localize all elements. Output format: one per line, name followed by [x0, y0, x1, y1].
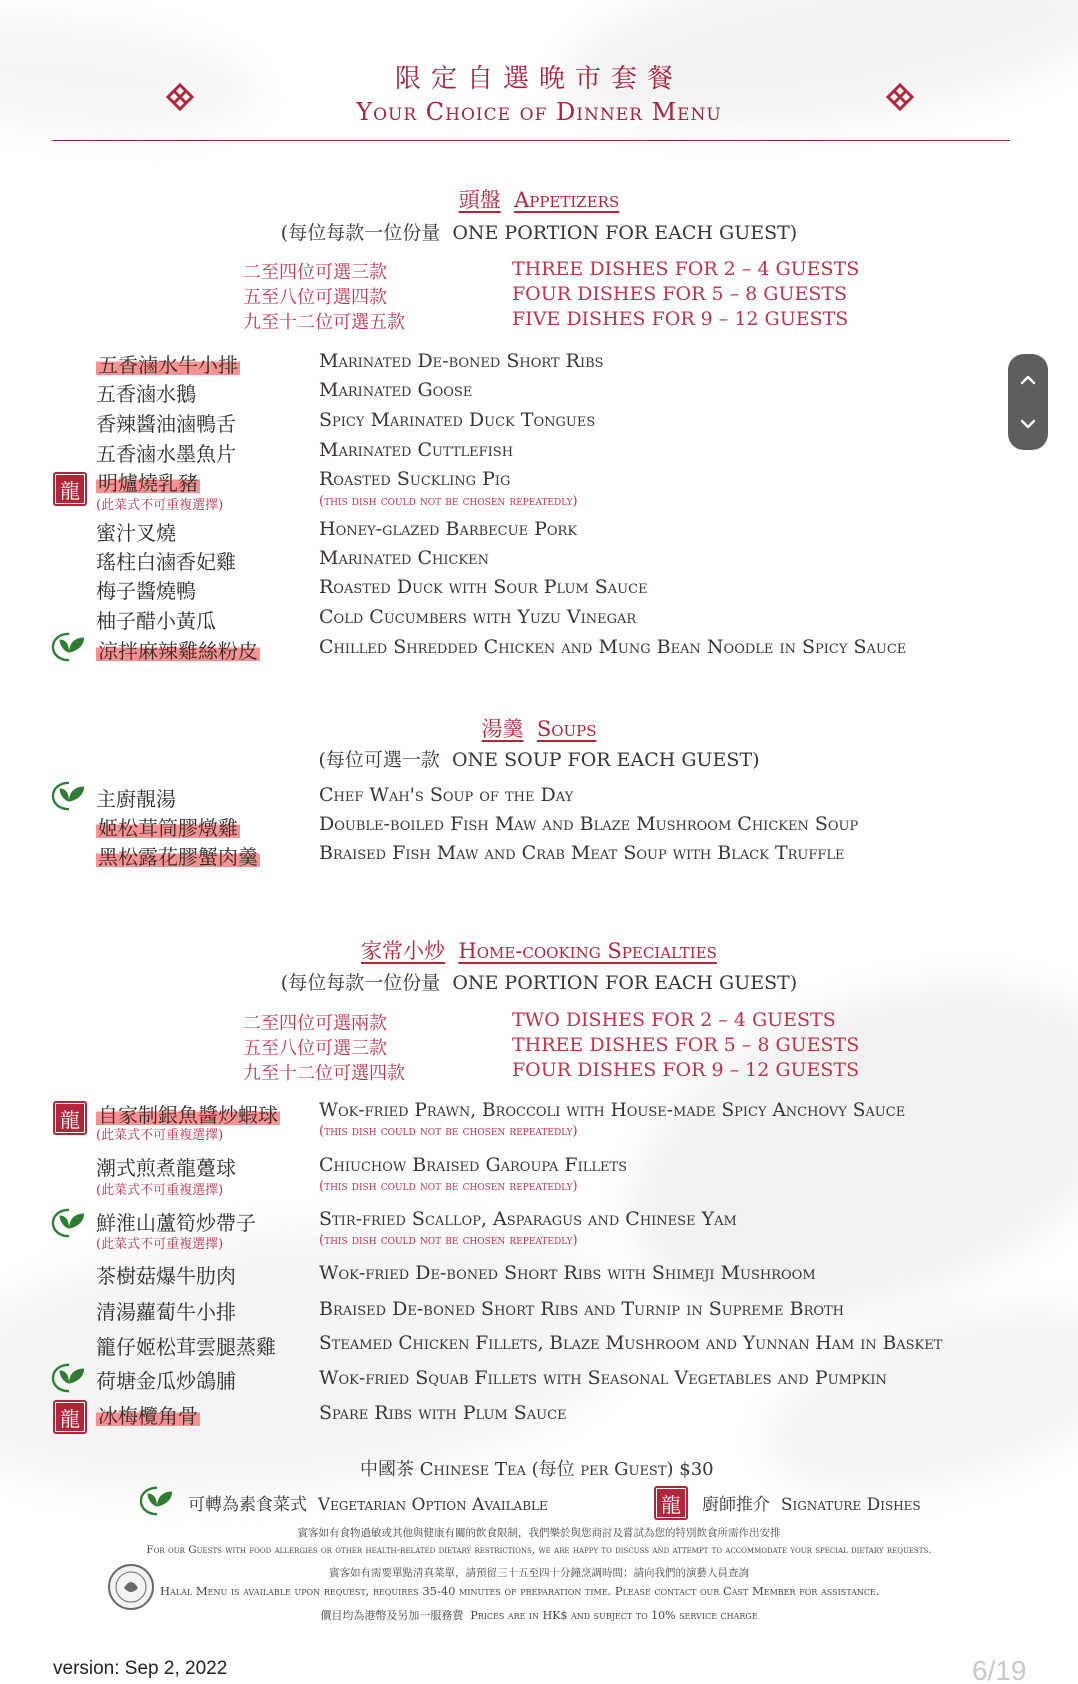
leaf-icon: [50, 1206, 88, 1240]
dish-note-en: (this dish could not be chosen repeatedly): [319, 1233, 578, 1248]
section-title-appetizers: 頭盤 Appetizers: [458, 188, 620, 212]
dish-zh: 涼拌麻辣雞絲粉皮: [98, 639, 258, 663]
dish-note-zh: (此菜式不可重複選擇): [96, 1128, 224, 1143]
dish-zh: 荷塘金瓜炒鴿脯: [96, 1369, 236, 1393]
portion-note: (每位每款一位份量 ONE PORTION FOR EACH GUEST): [280, 972, 798, 994]
dish-en: Chilled Shredded Chicken and Mung Bean Noodle in Spicy Sauce: [319, 636, 907, 658]
dish-en: Wok-fried Prawn, Broccoli with House-made Spicy Anchovy Sauce: [319, 1100, 906, 1121]
dish-zh: 自家制銀魚醬炒蝦球: [98, 1103, 278, 1127]
rule-en-1: TWO DISHES FOR 2 – 4 GUESTS: [512, 1009, 836, 1031]
leaf-icon: [50, 630, 88, 664]
chinese-tea-line: 中國茶 Chinese Tea (每位 per Guest) $30: [360, 1459, 714, 1480]
dragon-seal-icon: 龍: [53, 1101, 87, 1135]
dish-en: Braised De-boned Short Ribs and Turnip in Supreme Broth: [319, 1298, 845, 1320]
rule-zh-2: 五至八位可選三款: [243, 1038, 387, 1059]
chevron-up-icon[interactable]: [1018, 370, 1038, 390]
dish-en: Chiuchow Braised Garoupa Fillets: [319, 1154, 628, 1176]
rule-zh-1: 二至四位可選三款: [243, 262, 387, 283]
dish-zh: 鮮淮山蘆筍炒帶子: [96, 1211, 256, 1235]
chevron-down-icon[interactable]: [1018, 414, 1038, 434]
dish-zh: 茶樹菇爆牛肋肉: [96, 1264, 236, 1288]
dish-zh: 五香滷水牛小排: [98, 353, 238, 377]
dish-zh: 五香滷水鵝: [96, 382, 196, 406]
legend-vegetarian: 可轉為素食菜式 Vegetarian Option Available: [188, 1495, 548, 1515]
dish-en: Chef Wah's Soup of the Day: [319, 784, 574, 806]
dish-en: Braised Fish Maw and Crab Meat Soup with Black Truffle: [319, 842, 845, 864]
allergy-note-zh: 賓客如有食物過敏或其他與健康有關的飲食限制，我們樂於與您商討及嘗試為您的特別飲食所需作出安排: [297, 1527, 781, 1539]
dish-note-en: (this dish could not be chosen repeatedly): [319, 1124, 578, 1139]
dish-en: Marinated Chicken: [319, 547, 489, 569]
version-label: version: Sep 2, 2022: [53, 1658, 228, 1679]
section-title-home-cooking: 家常小炒 Home-cooking Specialties: [361, 939, 717, 963]
rule-zh-3: 九至十二位可選五款: [243, 312, 405, 333]
legend-signature: 廚師推介 Signature Dishes: [702, 1495, 921, 1515]
rule-en-2: THREE DISHES FOR 5 – 8 GUESTS: [512, 1034, 860, 1056]
dish-en: Wok-fried Squab Fillets with Seasonal Vegetables and Pumpkin: [319, 1367, 887, 1389]
dish-note-zh: (此菜式不可重複選擇): [96, 1237, 224, 1252]
dish-zh: 明爐燒乳豬: [98, 471, 198, 495]
leaf-icon: [138, 1484, 176, 1518]
dish-en: Stir-fried Scallop, Asparagus and Chinese Yam: [319, 1208, 737, 1230]
dish-en: Roasted Duck with Sour Plum Sauce: [319, 576, 648, 598]
rule-en-3: FIVE DISHES FOR 9 – 12 GUESTS: [512, 308, 849, 330]
dish-note-en: (this dish could not be chosen repeatedly): [319, 1179, 578, 1194]
dish-zh: 姬松茸筒膠燉雞: [98, 816, 238, 840]
dish-en: Spare Ribs with Plum Sauce: [319, 1402, 567, 1424]
dish-note-en: (this dish could not be chosen repeatedly): [319, 494, 578, 509]
leaf-icon: [50, 1361, 88, 1395]
dish-zh: 香辣醬油滷鴨舌: [96, 412, 236, 436]
dish-en: Cold Cucumbers with Yuzu Vinegar: [319, 606, 637, 628]
header-divider: [52, 140, 1010, 141]
dish-en: Marinated Cuttlefish: [319, 439, 514, 461]
dish-zh: 籠仔姬松茸雲腿蒸雞: [96, 1335, 276, 1359]
dish-zh: 柚子醋小黃瓜: [96, 609, 216, 633]
dish-en: Honey-glazed Barbecue Pork: [319, 518, 578, 540]
halal-note-en: Halal Menu is available upon request, requires 35-40 minutes of preparation time. Please contact our Cast Member for assistance.: [160, 1584, 880, 1598]
halal-note-zh: 賓客如有需要單點清真菜單，請預留三十五至四十分鐘烹調時間；請向我們的演藝人員查詢: [329, 1567, 749, 1579]
dragon-seal-icon: 龍: [654, 1486, 688, 1520]
page-counter: 6/19: [972, 1655, 1027, 1684]
dish-en: Marinated De-boned Short Ribs: [319, 350, 604, 372]
dish-zh: 清湯蘿蔔牛小排: [96, 1300, 236, 1324]
allergy-note-en: For our Guests with food allergies or other health-related dietary restrictions, we are happy to discuss and attempt to accommodate your special dietary requests.: [146, 1544, 932, 1556]
rule-zh-3: 九至十二位可選四款: [243, 1063, 405, 1084]
dish-en: Steamed Chicken Fillets, Blaze Mushroom and Yunnan Ham in Basket: [319, 1333, 943, 1354]
menu-title-en: Your Choice of Dinner Menu: [356, 98, 722, 126]
dish-en: Spicy Marinated Duck Tongues: [319, 409, 596, 431]
dish-note-zh: (此菜式不可重複選擇): [96, 498, 224, 513]
price-note: 價目均為港幣及另加一服務費 Prices are in HK$ and subject to 10% service charge: [320, 1609, 758, 1622]
dish-zh: 潮式煎煮龍躉球: [96, 1156, 236, 1180]
dragon-seal-icon: 龍: [53, 1400, 87, 1434]
section-title-soups: 湯羹 Soups: [481, 717, 597, 741]
portion-note: (每位每款一位份量 ONE PORTION FOR EACH GUEST): [280, 222, 798, 244]
dragon-seal-icon: 龍: [53, 472, 87, 506]
dish-zh: 梅子醬燒鴨: [96, 579, 196, 603]
dish-zh: 瑤柱白滷香妃雞: [96, 550, 236, 574]
dish-zh: 主廚靚湯: [96, 787, 176, 811]
rule-en-2: FOUR DISHES FOR 5 – 8 GUESTS: [512, 283, 848, 305]
portion-note: (每位可選一款 ONE SOUP FOR EACH GUEST): [318, 749, 760, 771]
dish-zh: 蜜汁叉燒: [96, 521, 176, 545]
rule-zh-2: 五至八位可選四款: [243, 287, 387, 308]
dish-zh: 黑松露花膠蟹肉羹: [98, 845, 258, 869]
rule-en-1: THREE DISHES FOR 2 – 4 GUESTS: [512, 258, 860, 280]
leaf-icon: [50, 779, 88, 813]
dish-en: Marinated Goose: [319, 379, 473, 401]
dish-zh: 五香滷水墨魚片: [96, 442, 236, 466]
rule-zh-1: 二至四位可選兩款: [243, 1013, 387, 1034]
dish-en: Wok-fried De-boned Short Ribs with Shimeji Mushroom: [319, 1262, 816, 1284]
dish-en: Double-boiled Fish Maw and Blaze Mushroom Chicken Soup: [319, 813, 859, 835]
dish-en: Roasted Suckling Pig: [319, 468, 511, 490]
dish-zh: 冰梅欖角骨: [98, 1404, 198, 1428]
dish-note-zh: (此菜式不可重複選擇): [96, 1183, 224, 1198]
menu-title-zh: 限定自選晚市套餐: [394, 64, 683, 94]
rule-en-3: FOUR DISHES FOR 9 – 12 GUESTS: [512, 1059, 860, 1081]
scroll-control: [1008, 354, 1048, 450]
